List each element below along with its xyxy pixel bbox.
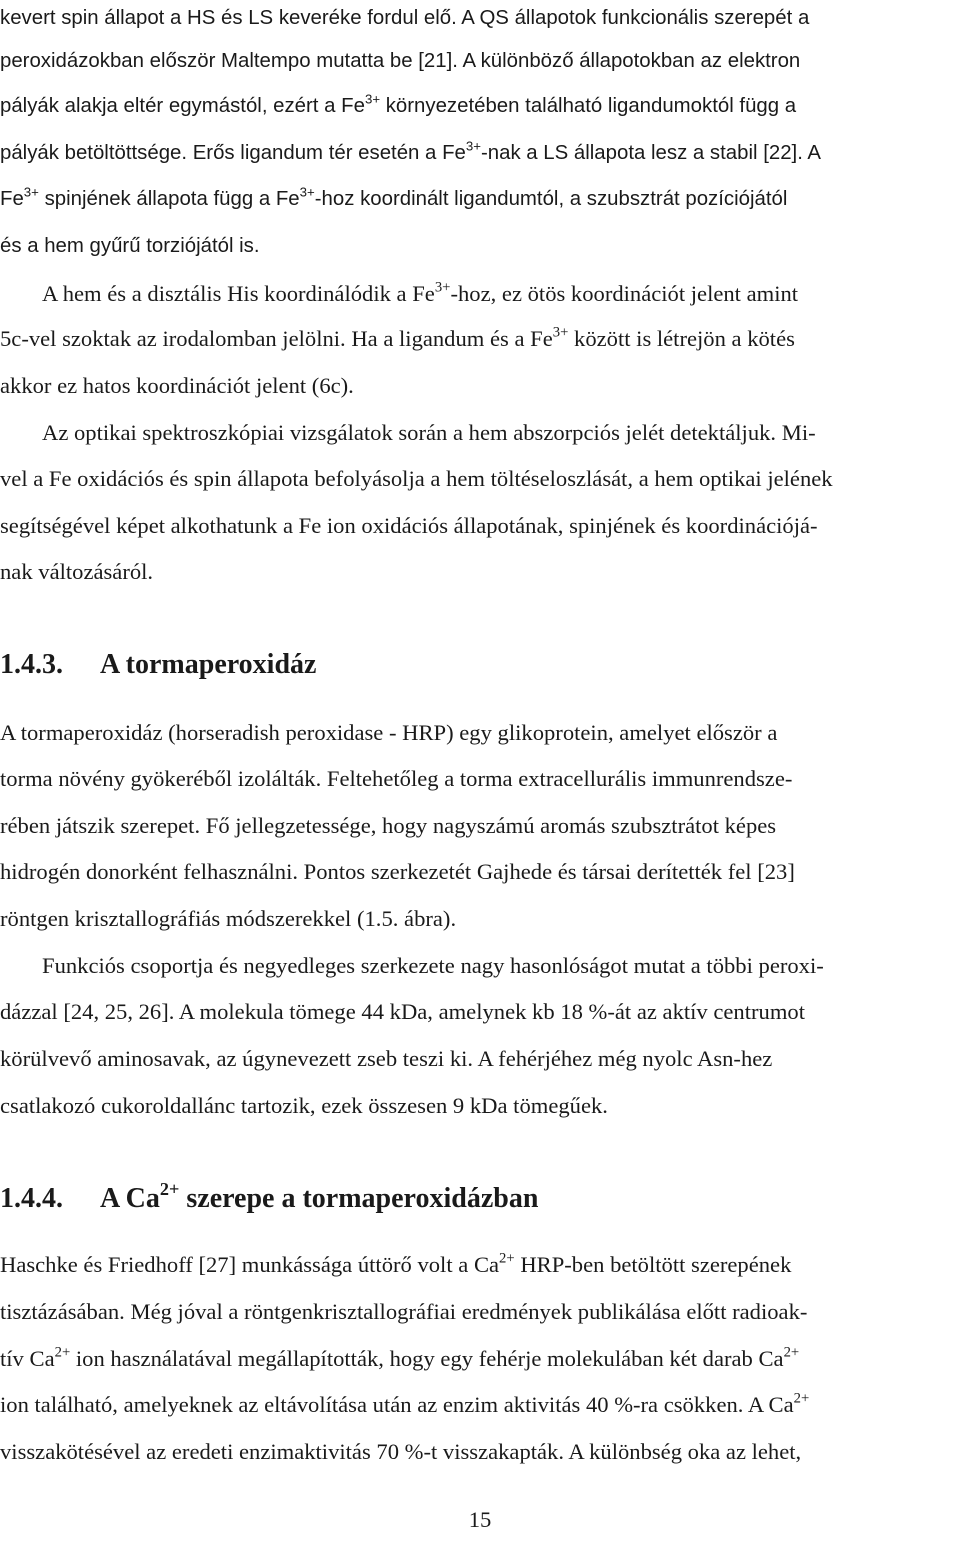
paragraph-line: rében játszik szerepet. Fő jellegzetessége, hogy nagyszámú aromás szubsztrátot képes [0, 813, 777, 838]
paragraph-line: A hem és a disztális His koordinálódik a $Fe^{3+}$-hoz, ez ötös koordinációt jelent amint [42, 279, 799, 306]
paragraph-line: Haschke és Friedhoff [27] munkássága úttörő volt a $Ca^{2+}$ HRP-ben betöltött szerepének [0, 1250, 792, 1277]
paragraph-line: A tormaperoxidáz (horseradish peroxidase - HRP) egy glikoprotein, amelyet először a [0, 720, 778, 745]
paragraph-line: tív $Ca^{2+}$ ion használatával megállapították, hogy egy fehérje molekulában két darab $Ca^{2+}$ [0, 1344, 800, 1371]
section-title: A $Ca^{2+}$ szerepe a tormaperoxidázban [100, 1179, 539, 1214]
section-number: 1.4.4. [0, 1183, 63, 1214]
paragraph-line: ion található, amelyeknek az eltávolítása után az enzim aktivitás 40 %-ra csökken. A $Ca^{2+}$ [0, 1390, 810, 1417]
paragraph-line: körülvevő aminosavak, az úgynevezett zseb teszi ki. A fehérjéhez még nyolc Asn-hez [0, 1046, 773, 1071]
section-title: A tormaperoxidáz [100, 649, 317, 680]
paragraph-line: dázzal [24, 25, 26]. A molekula tömege 44 kDa, amelynek kb 18 %-át az aktív centrumot [0, 999, 805, 1024]
paragraph-line: peroxidázokban először Maltempo mutatta be [21]. A különböző állapotokban az elektron [0, 50, 801, 72]
paragraph-line: csatlakozó cukoroldallánc tartozik, ezek összesen 9 kDa tömegűek. [0, 1093, 608, 1118]
paragraph-line: torma növény gyökeréből izolálták. Feltehetőleg a torma extracellurális immunrendsze- [0, 766, 793, 791]
paragraph-line: $Fe^{3+}$ spinjének állapota függ a $Fe^{3+}$-hoz koordinált ligandumtól, a szubsztrát pozíciójától [0, 184, 788, 210]
paragraph-line: pályák alakja eltér egymástól, ezért a $Fe^{3+}$ környezetében található ligandumoktól függ a [0, 91, 797, 117]
paragraph-line: hidrogén donorként felhasználni. Pontos szerkezetét Gajhede és társai derítették fel [23] [0, 859, 795, 884]
page-number: 15 [468, 1507, 492, 1532]
paragraph-line: röntgen krisztallográfiás módszerekkel (1.5. ábra). [0, 906, 457, 931]
paragraph-line: segítségével képet alkothatunk a Fe ion oxidációs állapotának, spinjének és koordinációjá- [0, 513, 818, 538]
paragraph-line: visszakötésével az eredeti enzimaktivitás 70 %-t visszakapták. A különbség oka az lehet, [0, 1439, 802, 1464]
paragraph-line: Funkciós csoportja és negyedleges szerkezete nagy hasonlóságot mutat a többi peroxi- [42, 953, 824, 978]
paragraph-line: pályák betöltöttsége. Erős ligandum tér esetén a $Fe^{3+}$-nak a LS állapota lesz a stabil [22]. A [0, 138, 822, 164]
paragraph-line: tisztázásában. Még jóval a röntgenkrisztallográfiai eredmények publikálása előtt radioak- [0, 1299, 808, 1324]
section-heading [0, 1179, 960, 1216]
paragraph-line: kevert spin állapot a HS és LS keveréke fordul elő. A QS állapotok funkcionális szerepét a [0, 7, 810, 29]
paragraph-line: nak változásáról. [0, 559, 154, 584]
paragraph-line: akkor ez hatos koordinációt jelent (6c). [0, 373, 354, 398]
paragraph-line: és a hem gyűrű torziójától is. [0, 235, 260, 257]
paragraph-line: vel a Fe oxidációs és spin állapota befolyásolja a hem töltéseloszlását, a hem optikai jelének [0, 466, 833, 491]
section-number: 1.4.3. [0, 649, 63, 680]
paragraph-line: 5c-vel szoktak az irodalomban jelölni. Ha a ligandum és a $Fe^{3+}$ között is létrejön a kötés [0, 324, 795, 351]
paragraph-line: Az optikai spektroszkópiai vizsgálatok során a hem abszorpciós jelét detektáljuk. Mi- [42, 420, 816, 445]
section-heading [0, 648, 960, 682]
